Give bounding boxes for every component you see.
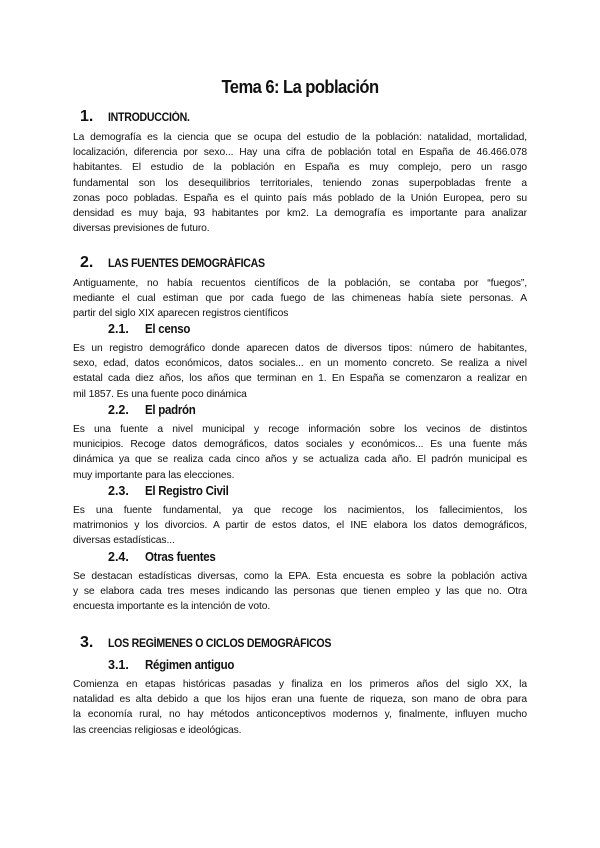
text-line: diversas previsiones de futuro.	[73, 223, 210, 235]
text-line: habitantes. El estudio de la población en España es muy complejo, pero un rasgo	[73, 162, 527, 174]
subsection-title: El Registro Civil	[145, 484, 229, 498]
subsection-title: Régimen antiguo	[145, 658, 235, 672]
text-line: estatal cada diez años, los años que terminan en 1. En España se comenzaron a realizar en	[73, 373, 527, 385]
text-line: fundamental son los desequilibrios territoriales, teniendo zonas superpobladas frente a	[73, 177, 527, 189]
subsection-number: 2.2.	[108, 403, 129, 417]
text-line: las creencias religiosas e ideológicas.	[73, 724, 242, 736]
text-line: mediante el cual estiman que por cada fuego de las chimeneas había siete personas. A	[73, 293, 527, 305]
subsection-2-4-paragraph	[73, 569, 527, 615]
subsection-2-1-paragraph	[73, 341, 527, 402]
text-line: natalidad es alta debido a que los hijos eran una fuente de riqueza, son mano de obra para	[73, 694, 527, 706]
text-line: Es una fuente a nivel municipal y recoge información sobre los vecinos de distintos	[73, 424, 527, 435]
text-line: la economía rural, no hay métodos anticonceptivos modernos y, finalmente, influyen mucho	[73, 709, 527, 721]
text-line: sexo, edad, datos económicos, datos sociales... en un momento concreto. Se realiza a nivel	[73, 358, 527, 370]
section-title: INTRODUCCIÓN.	[108, 112, 190, 124]
section-heading-3	[80, 634, 351, 652]
section-number: 1.	[80, 108, 94, 125]
text-line: diversas estadísticas...	[73, 535, 175, 547]
subsection-number: 2.4.	[108, 550, 129, 564]
subsection-title: Otras fuentes	[145, 550, 216, 564]
subsection-title: El padrón	[145, 403, 196, 417]
text-line: zonas poco pobladas. España es el quinto país más poblado de la Unión Europea, pero su	[73, 192, 527, 204]
text-line: Es un registro demográfico donde aparecen datos de diversos tipos: número de habitantes,	[73, 343, 527, 354]
subsection-heading-2-4	[108, 550, 222, 564]
subsection-heading-3-1	[108, 658, 242, 672]
text-line: La demografía es la ciencia que se ocupa del estudio de la población: natalidad, mortalidad,	[73, 132, 527, 143]
subsection-number: 2.1.	[108, 322, 129, 336]
subsection-heading-2-1	[108, 322, 194, 336]
subsection-number: 2.3.	[108, 484, 129, 498]
text-line: Antiguamente, no había recuentos científicos de la población, se contaba por “fuegos”,	[73, 278, 527, 289]
section-heading-1	[80, 108, 197, 126]
text-line: municipios. Recoge datos demográficos, datos sociales y económicos... Es una fuente más	[73, 439, 527, 451]
text-line: muy importante para las elecciones.	[73, 469, 235, 481]
text-line: Se destacan estadísticas diversas, como la EPA. Esta encuesta es sobre la población activa	[73, 571, 527, 582]
text-line: matrimonios y los divorcios. A partir de estos datos, el INE elabora los datos demográficos,	[73, 520, 527, 532]
subsection-heading-2-3	[108, 484, 236, 498]
subsection-title: El censo	[145, 322, 191, 336]
text-line: densidad es muy baja, 93 habitantes por km2. La demografía es importante para analizar	[73, 208, 527, 220]
section-2-paragraph	[73, 276, 527, 322]
document-title: Tema 6: La población	[221, 77, 379, 97]
section-title: LAS FUENTES DEMOGRÁFICAS	[108, 258, 265, 270]
section-heading-2	[80, 254, 278, 272]
subsection-2-2-paragraph	[73, 422, 527, 483]
text-line: Es una fuente fundamental, ya que recoge los nacimientos, los fallecimientos, los	[73, 505, 527, 516]
text-line: dinámica ya que se realiza cada cinco años y se actualiza cada año. El padrón municipal es	[73, 454, 527, 466]
section-title: LOS REGÍMENES O CICLOS DEMOGRÁFICOS	[108, 638, 332, 650]
section-1-paragraph	[73, 130, 527, 236]
text-line: partir del siglo XIX aparecen registros científicos	[73, 308, 289, 320]
text-line: encuesta importante es la intención de voto.	[73, 601, 271, 613]
text-line: y se elabora cada tres meses indicando las personas que tienen empleo y las que no. Otra	[73, 586, 527, 598]
text-line: Comienza en etapas históricas pasadas y finaliza en los primeros años del siglo XX, la	[73, 679, 527, 690]
subsection-heading-2-2	[108, 403, 200, 417]
section-number: 3.	[80, 634, 94, 651]
subsection-2-3-paragraph	[73, 503, 527, 549]
text-line: localización, diferencia por sexo... Hay una cifra de población total en España de 46.466.078	[73, 147, 527, 159]
section-number: 2.	[80, 254, 94, 271]
text-line: mil 1857. Es una fuente poco dinámica	[73, 388, 247, 400]
subsection-number: 3.1.	[108, 658, 129, 672]
subsection-3-1-paragraph	[73, 677, 527, 738]
